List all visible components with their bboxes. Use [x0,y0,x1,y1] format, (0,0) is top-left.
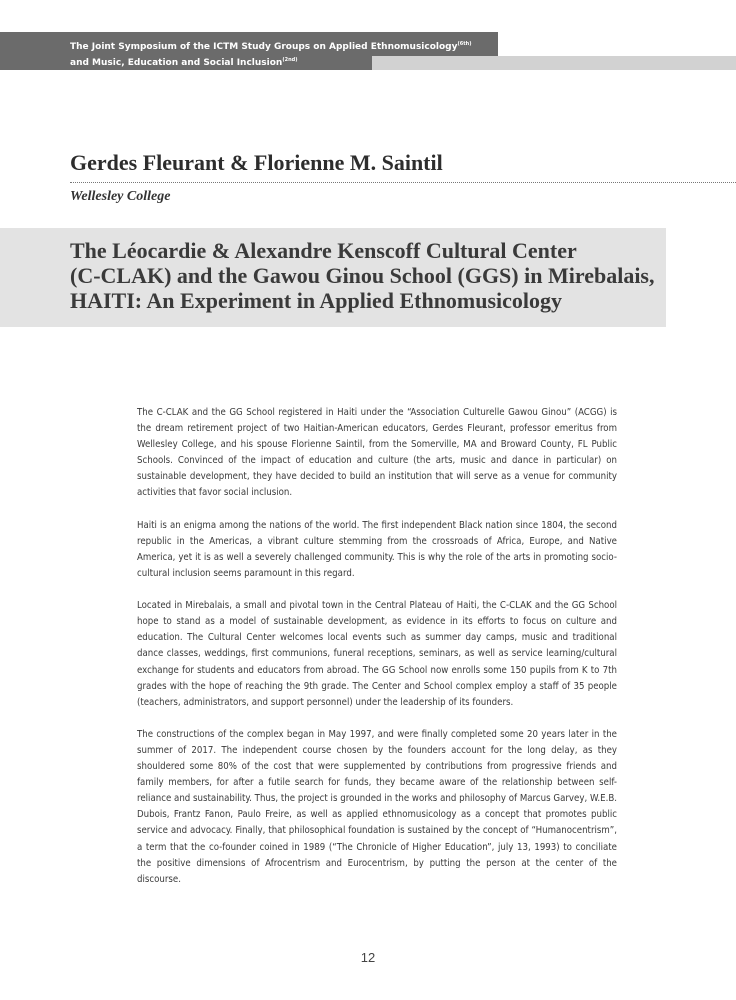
paragraph: The C-CLAK and the GG School registered in Haiti under the “Association Culturelle Gawou Ginou” (ACGG) is the dream retirement project of two Haitian-American educators, Gerdes Fleurant, professor emeritus from Wellesley College, and his spouse Florienne Saintil, from the Somerville, MA and Broward County, FL Public Schools. Convinced of the impact of education and culture (the arts, music and dance in particular) on sustainable development, they have decided to build an institution that will serve as a venue for community activities that favor social inclusion. [137,407,617,499]
page-number: 12 [360,950,376,965]
running-header [70,38,490,70]
authors: Gerdes Fleurant & Florienne M. Saintil [70,150,443,175]
running-header-line-1: The Joint Symposium of the ICTM Study Groups on Applied Ethnomusicology$^{(6th)}$ [70,41,472,52]
title-line-2: (C-CLAK) and the Gawou Ginou School (GGS) in Mirebalais, [70,263,655,288]
paper-title [70,238,660,313]
abstract-body [137,405,617,904]
running-header-line-2: and Music, Education and Social Inclusion$^{(2nd)}$ [70,57,298,68]
title-line-1: The Léocardie & Alexandre Kenscoff Cultural Center [70,238,577,263]
dotted-divider [70,182,736,183]
paragraph: Located in Mirebalais, a small and pivotal town in the Central Plateau of Haiti, the C-CLAK and the GG School hope to stand as a model of sustainable development, as evidence in its efforts to focus on culture and education. The Cultural Center welcomes local events such as summer day camps, music and traditional dance classes, weddings, first communions, funeral receptions, seminars, as well as service learning/cultural exchange for students and educators from abroad. The GG School now enrolls some 150 pupils from K to 7th grades with the hope of reaching the 9th grade. The Center and School complex employ a staff of 35 people (teachers, administrators, and support personnel) under the leadership of its founders. [137,600,617,708]
affiliation: Wellesley College [70,189,171,204]
paragraph: The constructions of the complex began in May 1997, and were finally completed some 20 years later in the summer of 2017. The independent course chosen by the founders account for the long delay, as they shouldered some 80% of the cost that were supplemented by contributions from progressive friends and family members, for after a futile search for funds, they became aware of the relationship between self-reliance and sustainability. Thus, the project is grounded in the works and philosophy of Marcus Garvey, W.E.B. Dubois, Frantz Fanon, Paulo Freire, as well as applied ethnomusicology as a concept that promotes public service and advocacy. Finally, that philosophical foundation is sustained by the concept of “Humanocentrism”, a term that the co-founder coined in 1989 (“The Chronicle of Higher Education”, july 13, 1993) to conciliate the positive dimensions of Afrocentrism and Eurocentrism, by putting the person at the center of the discourse. [137,728,617,885]
title-line-3: HAITI: An Experiment in Applied Ethnomusicology [70,288,563,313]
paragraph: Haiti is an enigma among the nations of the world. The first independent Black nation since 1804, the second republic in the Americas, a vibrant culture stemming from the crossroads of Africa, Europe, and Native America, yet it is as well a severely challenged community. This is why the role of the arts in promoting socio-cultural inclusion seems paramount in this regard. [137,519,617,579]
